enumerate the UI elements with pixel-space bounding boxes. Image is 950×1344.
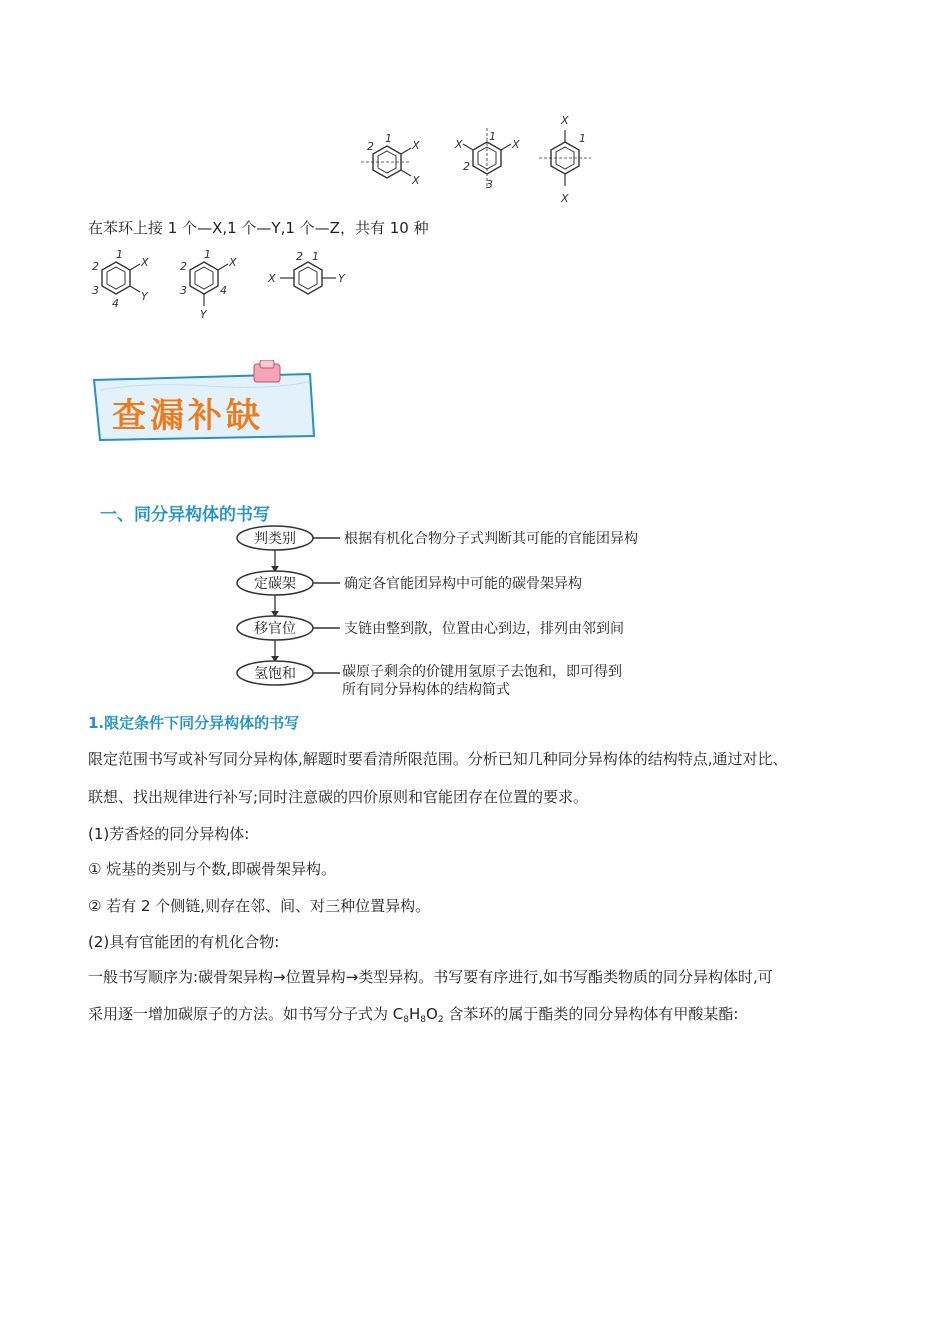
formula-prefix: 采用逐一增加碳原子的方法。如书写分子式为	[88, 1005, 393, 1023]
flow-step-1	[237, 526, 638, 550]
flow-step-2	[237, 571, 582, 595]
label-1: 1	[385, 132, 392, 145]
label-x: X	[141, 256, 149, 269]
label-2: 2	[367, 140, 374, 153]
benzene-structure-3	[539, 114, 591, 205]
label-x: X	[512, 138, 520, 151]
flow-step-3	[237, 616, 624, 640]
xyz-structures	[88, 248, 368, 328]
benzene-structure-a	[92, 248, 149, 310]
label-x: X	[412, 139, 420, 152]
label-x: X	[268, 272, 276, 285]
label-x: X	[229, 256, 237, 269]
benzene-structure-c	[267, 250, 346, 294]
flow-desc: 碳原子剩余的价键用氢原子去饱和，即可得到	[342, 664, 622, 680]
paper-clip-icon	[254, 360, 280, 382]
body-text: 联想、找出规律进行补写;同时注意碳的四价原则和官能团存在位置的要求。	[88, 788, 589, 806]
label-3: 3	[180, 284, 187, 297]
banner-title: 查漏补缺	[112, 396, 264, 436]
benzene-structure-2	[454, 128, 520, 191]
label-y: Y	[200, 308, 207, 321]
label-2: 2	[296, 250, 303, 263]
label-y: Y	[141, 290, 148, 303]
body-text: 一般书写顺序为:碳骨架异构→位置异构→类型异构。书写要有序进行,如书写酯类物质的同分异构体时,可	[88, 968, 773, 986]
body-text: ② 若有 2 个侧链,则存在邻、间、对三种位置异构。	[88, 897, 431, 915]
formula-h: H	[409, 1005, 421, 1023]
label-2: 2	[463, 160, 470, 173]
label-3: 3	[92, 284, 99, 297]
label-4: 4	[112, 297, 119, 310]
body-text-formula	[88, 1004, 738, 1030]
flow-diagram	[230, 522, 750, 702]
flow-box-label: 移官位	[254, 621, 296, 637]
label-x: X	[561, 114, 569, 127]
flow-desc: 根据有机化合物分子式判断其可能的官能团异构	[344, 531, 638, 547]
body-text: (2)具有官能团的有机化合物:	[88, 933, 280, 951]
flow-desc: 支链由整到散，位置由心到边，排列由邻到间	[344, 621, 624, 637]
formula-suffix: 含苯环的属于酯类的同分异构体有甲酸某酯:	[443, 1005, 739, 1023]
flow-desc: 确定各官能团异构中可能的碳骨架异构	[344, 576, 582, 592]
label-3: 3	[486, 178, 493, 191]
flow-box-label: 定碳架	[254, 576, 296, 592]
subsection-title: 1.限定条件下同分异构体的书写	[88, 714, 300, 732]
label-y: Y	[338, 272, 345, 285]
label-4: 4	[220, 284, 227, 297]
formula-o: O	[426, 1005, 438, 1023]
formula-c-count: 8	[403, 1015, 409, 1025]
label-x: X	[455, 138, 463, 151]
label-2: 2	[92, 260, 99, 273]
benzene-structure-b	[180, 248, 237, 321]
flow-box-label: 判类别	[254, 531, 296, 547]
top-structures	[355, 110, 605, 210]
label-2: 2	[180, 260, 187, 273]
formula-o-count: 2	[437, 1015, 444, 1025]
label-1: 1	[116, 248, 123, 261]
formula-h-count: 8	[420, 1015, 427, 1025]
flow-desc-line2: 所有同分异构体的结构简式	[342, 682, 510, 698]
flow-step-4	[237, 661, 622, 698]
label-x: X	[561, 192, 569, 205]
flow-box-label: 氢饱和	[254, 666, 296, 682]
body-text: (1)芳香烃的同分异构体:	[88, 825, 250, 843]
section-title: 一、同分异构体的书写	[100, 505, 270, 525]
label-1: 1	[489, 130, 496, 143]
label-1: 1	[312, 250, 319, 263]
label-1: 1	[204, 248, 211, 261]
xyz-statement: 在苯环上接 1 个—X,1 个—Y,1 个—Z，共有 10 种	[88, 219, 429, 237]
benzene-structure-1	[361, 132, 420, 187]
label-1: 1	[579, 132, 586, 145]
formula-c: C	[392, 1005, 404, 1023]
body-text: 限定范围书写或补写同分异构体,解题时要看清所限范围。分析已知几种同分异构体的结构特点,通过对比、	[88, 750, 788, 768]
label-x: X	[412, 174, 420, 187]
body-text: ① 烷基的类别与个数,即碳骨架异构。	[88, 860, 336, 878]
